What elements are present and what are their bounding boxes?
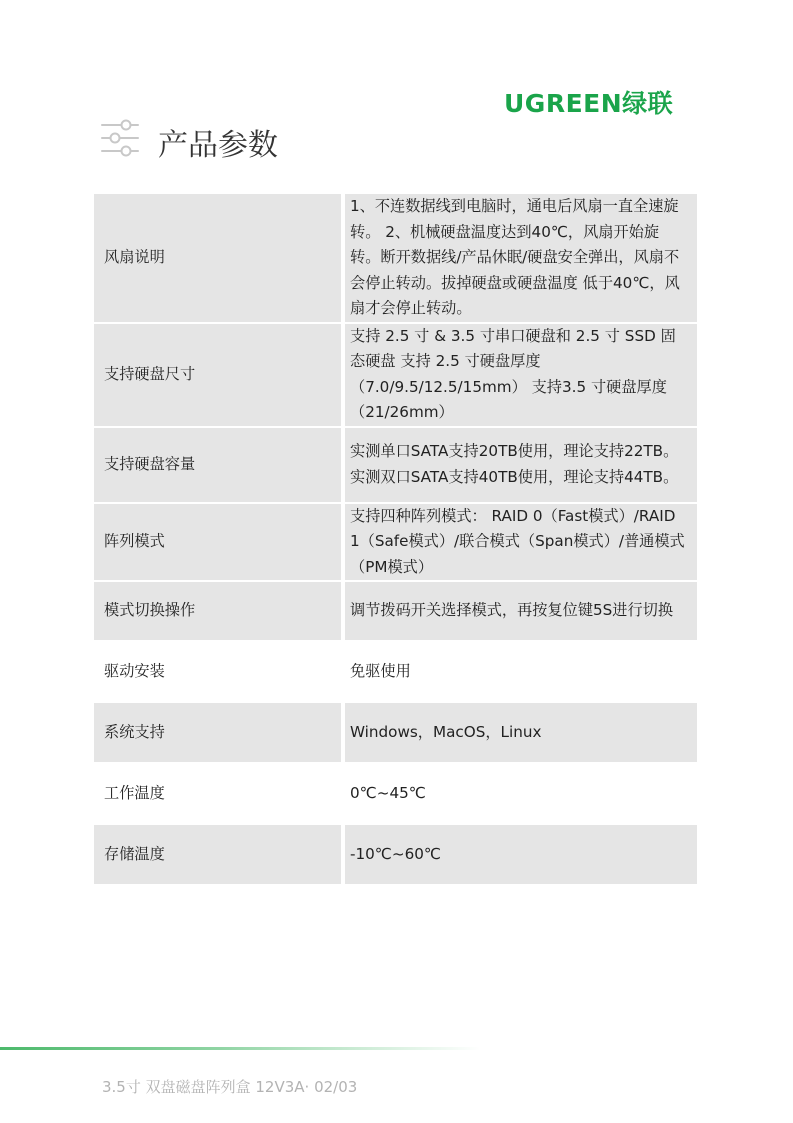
spec-label: 支持硬盘容量 (94, 427, 343, 503)
table-row (94, 194, 697, 323)
table-row (94, 427, 697, 503)
spec-label: 驱动安装 (94, 641, 343, 702)
sliders-icon (100, 118, 140, 158)
spec-value: 1、不连数据线到电脑时，通电后风扇一直全速旋转。 2、机械硬盘温度达到40℃，风扇开始旋转。断开数据线/产品休眠/硬盘安全弹出，风扇不会停止转动。拔掉硬盘或硬盘温度 低于40℃，风扇才会停止转动。 (343, 194, 697, 323)
table-row (94, 702, 697, 763)
spec-value: 实测单口SATA支持20TB使用，理论支持22TB。 实测双口SATA支持40TB使用，理论支持44TB。 (343, 427, 697, 503)
spec-value: 0℃~45℃ (343, 763, 697, 824)
table-row (94, 323, 697, 427)
spec-value: 支持四种阵列模式： RAID 0（Fast模式）/RAID 1（Safe模式）/联合模式（Span模式）/普通模式（PM模式） (343, 503, 697, 582)
table-row (94, 503, 697, 582)
spec-label: 风扇说明 (94, 194, 343, 323)
spec-label: 工作温度 (94, 763, 343, 824)
spec-label: 系统支持 (94, 702, 343, 763)
table-row (94, 641, 697, 702)
spec-label: 模式切换操作 (94, 581, 343, 641)
table-row (94, 824, 697, 885)
table-row (94, 581, 697, 641)
spec-label: 支持硬盘尺寸 (94, 323, 343, 427)
ugreen-logo (504, 84, 673, 120)
spec-table (94, 194, 697, 886)
spec-value: -10℃~60℃ (343, 824, 697, 885)
spec-value: 免驱使用 (343, 641, 697, 702)
spec-label: 阵列模式 (94, 503, 343, 582)
spec-value: 支持 2.5 寸 & 3.5 寸串口硬盘和 2.5 寸 SSD 固态硬盘 支持 2.5 寸硬盘厚度（7.0/9.5/12.5/15mm） 支持3.5 寸硬盘厚度（21/26mm） (343, 323, 697, 427)
footer-text: 3.5寸 双盘磁盘阵列盒 12V3A· 02/03 (102, 1078, 358, 1096)
spec-value: 调节拨码开关选择模式，再按复位键5S进行切换 (343, 581, 697, 641)
table-row (94, 763, 697, 824)
logo-text: UGREEN绿联 (504, 89, 674, 118)
spec-label: 存储温度 (94, 824, 343, 885)
spec-value: Windows，MacOS，Linux (343, 702, 697, 763)
footer-divider (0, 1047, 480, 1050)
page-title: 产品参数 (158, 128, 278, 163)
